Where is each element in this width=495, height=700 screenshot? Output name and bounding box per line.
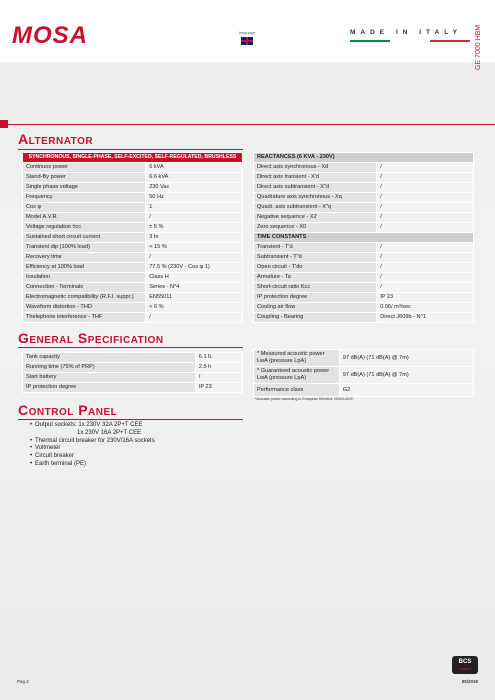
row-label: Subtransient - T"d — [254, 253, 377, 263]
row-label: Direct axis subtransient - X"d — [254, 183, 377, 193]
row-value: 97 dB(A) (71 dB(A) @ 7m) — [339, 350, 473, 367]
italian-tricolor-bar — [350, 40, 470, 42]
row-value: / — [377, 253, 474, 263]
table-row — [23, 263, 243, 273]
row-label: Zero sequence - X0 — [254, 223, 377, 233]
table-row — [254, 384, 474, 397]
row-value: Class H — [146, 273, 243, 283]
row-value: / — [377, 163, 474, 173]
alternator-title: Alternator — [18, 131, 94, 147]
bcs-logo — [452, 656, 478, 674]
table-row — [23, 243, 243, 253]
table-row — [23, 353, 243, 363]
table-row — [23, 183, 243, 193]
row-value: < 15 % — [146, 243, 243, 253]
row-label: Insulation — [23, 273, 146, 283]
alternator-header: SYNCHRONOUS, SINGLE-PHASE, SELF-EXCITED, SELF-REGULATED, BRUSHLESS — [23, 153, 243, 163]
table-row — [23, 273, 243, 283]
table-row — [254, 273, 474, 283]
alternator-title-line — [18, 149, 243, 150]
general-spec-title: General Specification — [18, 330, 164, 346]
row-label: Connection - Terminals — [23, 283, 146, 293]
alternator-table — [22, 152, 243, 323]
row-label: Model A.V.R. — [23, 213, 146, 223]
control-panel-title: Control Panel — [18, 402, 118, 418]
row-value: / — [377, 213, 474, 223]
list-item: • Voltmeter — [30, 445, 155, 453]
row-value: / — [377, 283, 474, 293]
control-panel-title-line — [18, 419, 243, 420]
made-in-italy: MADE IN ITALY — [350, 29, 462, 36]
row-label: Stand-By power — [23, 173, 146, 183]
row-label: Armature - Ta — [254, 273, 377, 283]
row-label: Cooling air flow — [254, 303, 377, 313]
row-value: 0.06/ m³/sec — [377, 303, 474, 313]
table-row — [254, 213, 474, 223]
table-row — [254, 223, 474, 233]
time-constants-header: TIME CONSTANTS — [254, 233, 474, 243]
row-label: Short-circuit ratio Kcc — [254, 283, 377, 293]
row-value: / — [377, 183, 474, 193]
row-value: / — [146, 253, 243, 263]
row-label: Quadr. axis subtransient - X"q — [254, 203, 377, 213]
row-label: Sustained short circuit current — [23, 233, 146, 243]
row-label: Direct axis transient - X'd — [254, 173, 377, 183]
row-value: 6.6 kVA — [146, 173, 243, 183]
row-label: Transient dip (100% load) — [23, 243, 146, 253]
row-value: 6.1 lt. — [195, 353, 242, 363]
row-label: Performance class — [254, 384, 340, 397]
table-row — [254, 243, 474, 253]
table-row — [254, 263, 474, 273]
acoustic-footnote: *Acoustic power according to European Directive 2000/14/CE — [255, 397, 353, 401]
row-value: 3 In — [146, 233, 243, 243]
row-label: Open circuit - T'do — [254, 263, 377, 273]
table-row — [254, 313, 474, 323]
row-label: Voltage regulation ±cc — [23, 223, 146, 233]
row-value: Series - N°4 — [146, 283, 243, 293]
table-row — [23, 213, 243, 223]
table-row — [254, 163, 474, 173]
table-row — [23, 283, 243, 293]
reactances-table — [253, 152, 474, 323]
table-row — [254, 303, 474, 313]
table-row — [23, 193, 243, 203]
row-label: Thelephone interference - THF — [23, 313, 146, 323]
row-label: Continuos power — [23, 163, 146, 173]
list-item: • Output sockets: 1x 230V 32A 2P+T CEE — [30, 422, 155, 430]
row-label: Transient - T'd — [254, 243, 377, 253]
row-label: * Guaranteed acoustic power LwA (pressure LpA) — [254, 367, 340, 384]
general-spec-table — [22, 352, 243, 393]
row-value: 6 kVA — [146, 163, 243, 173]
uk-flag-icon[interactable] — [241, 37, 253, 45]
row-value: < 6 % — [146, 303, 243, 313]
revision-date: 05/2019 — [461, 679, 478, 684]
row-value: / — [377, 273, 474, 283]
table-row — [23, 383, 243, 393]
row-value: 230 Vac — [146, 183, 243, 193]
table-row — [254, 367, 474, 384]
row-value: 2.5 h — [195, 363, 242, 373]
row-value: 50 Hz — [146, 193, 243, 203]
row-label: IP protection degree — [254, 293, 377, 303]
row-value: / — [146, 213, 243, 223]
row-value: G2 — [339, 384, 473, 397]
table-row — [23, 163, 243, 173]
row-label: Start battery — [23, 373, 196, 383]
row-value: / — [377, 223, 474, 233]
row-value: ± 5 % — [146, 223, 243, 233]
list-item: 1x 230V 16A 2P+T CEE — [77, 429, 142, 436]
row-label: Quadrature axis synchronous - Xq — [254, 193, 377, 203]
reactances-header: REACTANCES (6 KVA - 230V) — [254, 153, 474, 163]
table-row — [23, 373, 243, 383]
table-row — [23, 313, 243, 323]
model-name: GE 7000 HBM — [475, 24, 482, 70]
row-label: Cos φ — [23, 203, 146, 213]
table-row — [254, 283, 474, 293]
control-panel-list — [30, 422, 155, 469]
row-value: / — [377, 203, 474, 213]
row-value: / — [195, 373, 242, 383]
row-value: Direct J609b - N°1 — [377, 313, 474, 323]
row-value: 1 — [146, 203, 243, 213]
table-row — [254, 183, 474, 193]
header — [0, 0, 495, 62]
row-label: Tank capacity — [23, 353, 196, 363]
row-label: Frequency — [23, 193, 146, 203]
table-row — [23, 223, 243, 233]
page-number: Pag 2 — [17, 679, 29, 684]
row-value: / — [377, 243, 474, 253]
list-item: • Earth terminal (PE) — [30, 461, 155, 469]
row-label: Efficiency at 100% load — [23, 263, 146, 273]
bcs-logo-subtext: GROUP — [459, 667, 471, 671]
table-row — [254, 293, 474, 303]
table-row — [254, 253, 474, 263]
list-item: • Thermal circuit breaker for 230V/16A sockets — [30, 438, 155, 446]
mosa-logo[interactable]: MOSA — [12, 22, 88, 49]
row-label: Direct axis synchronous - Xd — [254, 163, 377, 173]
bcs-logo-text: BCS — [458, 659, 472, 665]
row-label: Single phase voltage — [23, 183, 146, 193]
row-label: * Measured acoustic power LwA (pressure LpA) — [254, 350, 340, 367]
table-row — [254, 193, 474, 203]
table-row — [254, 173, 474, 183]
table-row — [254, 203, 474, 213]
row-value: IP 23 — [377, 293, 474, 303]
table-row — [23, 233, 243, 243]
row-value: 77.5 % (230V - Cos φ 1) — [146, 263, 243, 273]
row-label: Negative sequence - X2 — [254, 213, 377, 223]
row-value: / — [146, 313, 243, 323]
row-label: Running time (75% of PRP) — [23, 363, 196, 373]
table-row — [23, 293, 243, 303]
row-value: / — [377, 193, 474, 203]
row-label: Coupling - Bearing — [254, 313, 377, 323]
list-item: • Circuit breaker — [30, 453, 155, 461]
row-value: / — [377, 173, 474, 183]
table-row — [254, 350, 474, 367]
table-row — [23, 363, 243, 373]
row-value: / — [377, 263, 474, 273]
row-value: IP 23 — [195, 383, 242, 393]
header-divider — [0, 124, 495, 125]
table-row — [23, 303, 243, 313]
noise-table — [253, 349, 474, 397]
row-label: IP protection degree — [23, 383, 196, 393]
table-row — [23, 253, 243, 263]
row-label: Electromagnetic compatibility (R.F.I. suppr.) — [23, 293, 146, 303]
table-row — [23, 173, 243, 183]
language-selector[interactable] — [232, 30, 262, 45]
general-spec-title-line — [18, 347, 243, 348]
row-value: EN55011 — [146, 293, 243, 303]
row-value: 97 dB(A) (71 dB(A) @ 7m) — [339, 367, 473, 384]
table-row — [23, 203, 243, 213]
row-label: Recovery time — [23, 253, 146, 263]
language-label: language — [238, 30, 256, 35]
row-label: Waveform distortion - THD — [23, 303, 146, 313]
